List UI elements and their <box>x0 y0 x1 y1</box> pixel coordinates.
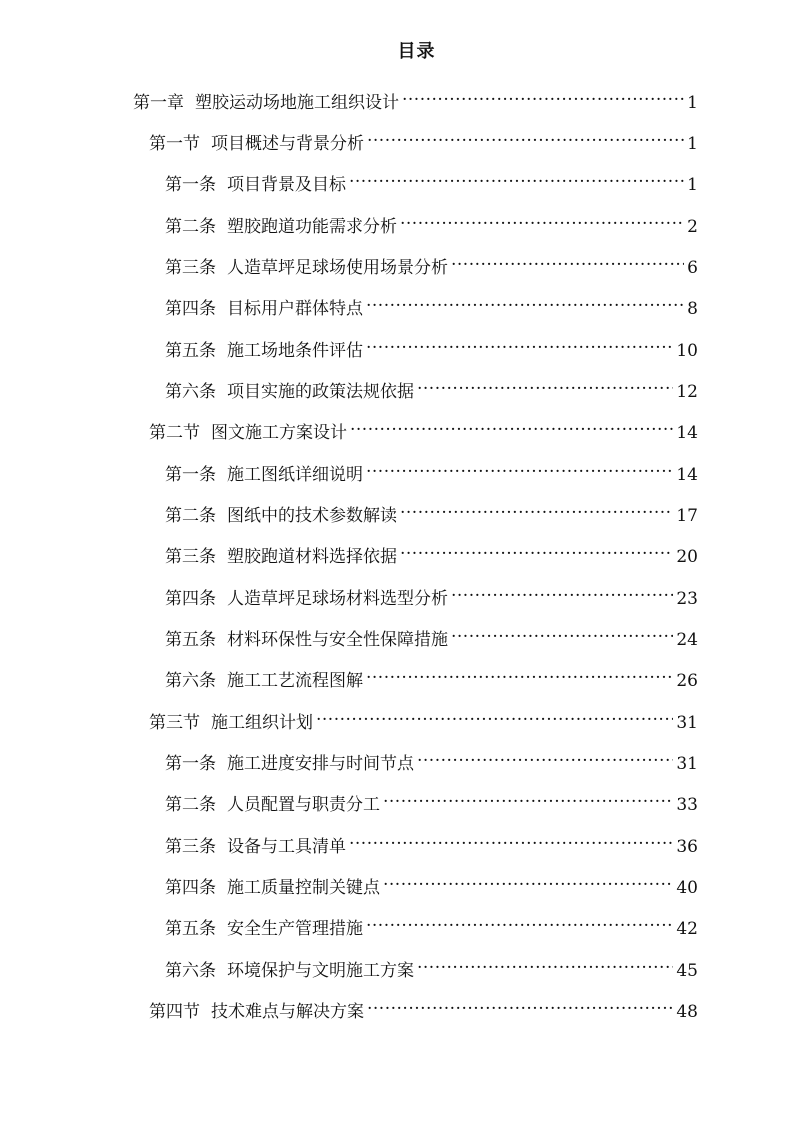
toc-entry-number: 第二条 <box>165 506 216 526</box>
toc-entry-number: 第六条 <box>165 671 216 691</box>
toc-entry-article[interactable] <box>165 908 698 939</box>
toc-dot-leader <box>366 288 684 314</box>
toc-entry-article[interactable] <box>165 536 698 567</box>
toc-page-number: 36 <box>676 837 698 857</box>
toc-entry-section-4[interactable] <box>149 991 698 1022</box>
toc-dot-leader <box>417 743 673 769</box>
toc-dot-leader <box>451 247 684 273</box>
toc-dot-leader <box>400 495 673 521</box>
toc-entry-label <box>165 462 363 488</box>
toc-page-number: 42 <box>676 919 698 939</box>
toc-entry-article[interactable] <box>165 826 698 857</box>
toc-dot-leader <box>366 454 673 480</box>
toc-page-number: 14 <box>676 465 698 485</box>
toc-page-number: 26 <box>676 671 698 691</box>
toc-entry-text: 人员配置与职责分工 <box>227 795 380 815</box>
toc-entry-article[interactable] <box>165 950 698 981</box>
toc-entry-number: 第三节 <box>149 713 200 733</box>
toc-entry-number: 第四条 <box>165 589 216 609</box>
toc-dot-leader <box>417 950 673 976</box>
toc-dot-leader <box>367 991 673 1017</box>
toc-entry-article[interactable] <box>165 371 698 402</box>
toc-entry-text: 目标用户群体特点 <box>227 299 363 319</box>
toc-entry-number: 第五条 <box>165 919 216 939</box>
toc-entry-text: 图文施工方案设计 <box>211 423 347 443</box>
toc-entry-number: 第三条 <box>165 547 216 567</box>
toc-page-number: 24 <box>676 630 698 650</box>
toc-entry-label <box>165 296 363 322</box>
toc-entry-text: 项目实施的政策法规依据 <box>227 382 414 402</box>
toc-entry-label <box>165 172 346 198</box>
toc-entry-number: 第二节 <box>149 423 200 443</box>
toc-entry-label <box>165 544 397 570</box>
toc-entry-article[interactable] <box>165 288 698 319</box>
toc-entry-text: 施工进度安排与时间节点 <box>227 754 414 774</box>
toc-page-number: 1 <box>687 93 698 113</box>
toc-entry-text: 塑胶运动场地施工组织设计 <box>195 93 399 113</box>
toc-entry-article[interactable] <box>165 660 698 691</box>
toc-entry-number: 第一条 <box>165 754 216 774</box>
toc-entry-text: 环境保护与文明施工方案 <box>227 961 414 981</box>
toc-dot-leader <box>366 908 673 934</box>
toc-entry-label <box>165 792 380 818</box>
toc-page-number: 17 <box>676 506 698 526</box>
toc-entry-text: 施工组织计划 <box>211 713 313 733</box>
toc-page-number: 14 <box>676 423 698 443</box>
toc-entry-article[interactable] <box>165 784 698 815</box>
toc-page-number: 40 <box>676 878 698 898</box>
toc-dot-leader <box>400 536 673 562</box>
toc-entry-number: 第六条 <box>165 961 216 981</box>
toc-entry-number: 第四节 <box>149 1002 200 1022</box>
toc-page-number: 6 <box>687 258 698 278</box>
toc-entry-text: 施工场地条件评估 <box>227 341 363 361</box>
toc-entry-label <box>165 958 414 984</box>
toc-dot-leader <box>400 206 684 232</box>
toc-entry-chapter-1[interactable] <box>133 82 698 113</box>
toc-entry-article[interactable] <box>165 495 698 526</box>
toc-entry-number: 第四条 <box>165 878 216 898</box>
toc-entry-article[interactable] <box>165 247 698 278</box>
toc-entry-text: 施工工艺流程图解 <box>227 671 363 691</box>
toc-entry-label <box>165 668 363 694</box>
toc-entry-number: 第六条 <box>165 382 216 402</box>
toc-entry-number: 第一条 <box>165 175 216 195</box>
toc-entry-text: 施工质量控制关键点 <box>227 878 380 898</box>
toc-entry-label <box>165 255 448 281</box>
toc-dot-leader <box>383 784 673 810</box>
toc-entry-text: 项目背景及目标 <box>227 175 346 195</box>
toc-entry-text: 塑胶跑道功能需求分析 <box>227 217 397 237</box>
toc-entry-label <box>165 586 448 612</box>
toc-entry-label <box>165 834 346 860</box>
toc-entry-article[interactable] <box>165 867 698 898</box>
toc-entry-label <box>149 999 364 1025</box>
toc-entry-article[interactable] <box>165 743 698 774</box>
toc-entry-label <box>165 214 397 240</box>
toc-entry-number: 第三条 <box>165 258 216 278</box>
toc-entry-text: 塑胶跑道材料选择依据 <box>227 547 397 567</box>
toc-entry-number: 第三条 <box>165 837 216 857</box>
toc-entry-article[interactable] <box>165 454 698 485</box>
toc-entry-number: 第一条 <box>165 465 216 485</box>
toc-page-number: 31 <box>676 713 698 733</box>
toc-dot-leader <box>366 660 673 686</box>
toc-page-number: 8 <box>687 299 698 319</box>
toc-entry-text: 设备与工具清单 <box>227 837 346 857</box>
toc-entry-text: 技术难点与解决方案 <box>211 1002 364 1022</box>
toc-entry-text: 项目概述与背景分析 <box>211 134 364 154</box>
toc-entry-article[interactable] <box>165 330 698 361</box>
toc-dot-leader <box>349 164 684 190</box>
toc-entry-section-2[interactable] <box>149 412 698 443</box>
toc-page-number: 23 <box>676 589 698 609</box>
toc-entry-label <box>165 627 448 653</box>
toc-entry-label <box>149 131 364 157</box>
toc-entry-number: 第一章 <box>133 93 184 113</box>
toc-entry-number: 第五条 <box>165 630 216 650</box>
toc-entry-label <box>149 710 313 736</box>
toc-entry-text: 人造草坪足球场使用场景分析 <box>227 258 448 278</box>
toc-page-number: 31 <box>676 754 698 774</box>
toc-entry-number: 第一节 <box>149 134 200 154</box>
toc-entry-text: 安全生产管理措施 <box>227 919 363 939</box>
toc-entry-label <box>165 875 380 901</box>
toc-entry-label <box>149 420 347 446</box>
toc-entry-number: 第四条 <box>165 299 216 319</box>
toc-entry-text: 材料环保性与安全性保障措施 <box>227 630 448 650</box>
toc-page-number: 45 <box>676 961 698 981</box>
toc-dot-leader <box>451 578 673 604</box>
toc-dot-leader <box>417 371 673 397</box>
toc-page-number: 1 <box>687 175 698 195</box>
toc-entry-number: 第二条 <box>165 217 216 237</box>
toc-dot-leader <box>366 330 673 356</box>
toc-entry-article[interactable] <box>165 578 698 609</box>
toc-entry-label <box>165 916 363 942</box>
toc-dot-leader <box>383 867 673 893</box>
toc-entry-text: 人造草坪足球场材料选型分析 <box>227 589 448 609</box>
toc-dot-leader <box>316 702 673 728</box>
toc-entry-label <box>165 379 414 405</box>
toc-page-number: 1 <box>687 134 698 154</box>
toc-entry-number: 第二条 <box>165 795 216 815</box>
toc-title: 目录 <box>397 41 436 62</box>
toc-page-number: 48 <box>676 1002 698 1022</box>
toc-dot-leader <box>451 619 673 645</box>
toc-entry-label <box>165 503 397 529</box>
toc-dot-leader <box>402 82 684 108</box>
toc-entry-article[interactable] <box>165 206 698 237</box>
toc-page-number: 10 <box>676 341 698 361</box>
toc-entry-label <box>165 338 363 364</box>
toc-dot-leader <box>367 123 684 149</box>
toc-page-number: 33 <box>676 795 698 815</box>
toc-entry-text: 施工图纸详细说明 <box>227 465 363 485</box>
toc-entry-section-1[interactable] <box>149 123 698 154</box>
toc-page-number: 2 <box>687 217 698 237</box>
toc-entry-number: 第五条 <box>165 341 216 361</box>
toc-entry-label <box>165 751 414 777</box>
toc-dot-leader <box>349 826 673 852</box>
toc-entry-text: 图纸中的技术参数解读 <box>227 506 397 526</box>
toc-entry-label <box>133 90 399 116</box>
toc-entry-article[interactable] <box>165 164 698 195</box>
toc-page-number: 12 <box>676 382 698 402</box>
toc-entry-section-3[interactable] <box>149 702 698 733</box>
toc-dot-leader <box>350 412 673 438</box>
toc-entry-article[interactable] <box>165 619 698 650</box>
toc-page-number: 20 <box>676 547 698 567</box>
